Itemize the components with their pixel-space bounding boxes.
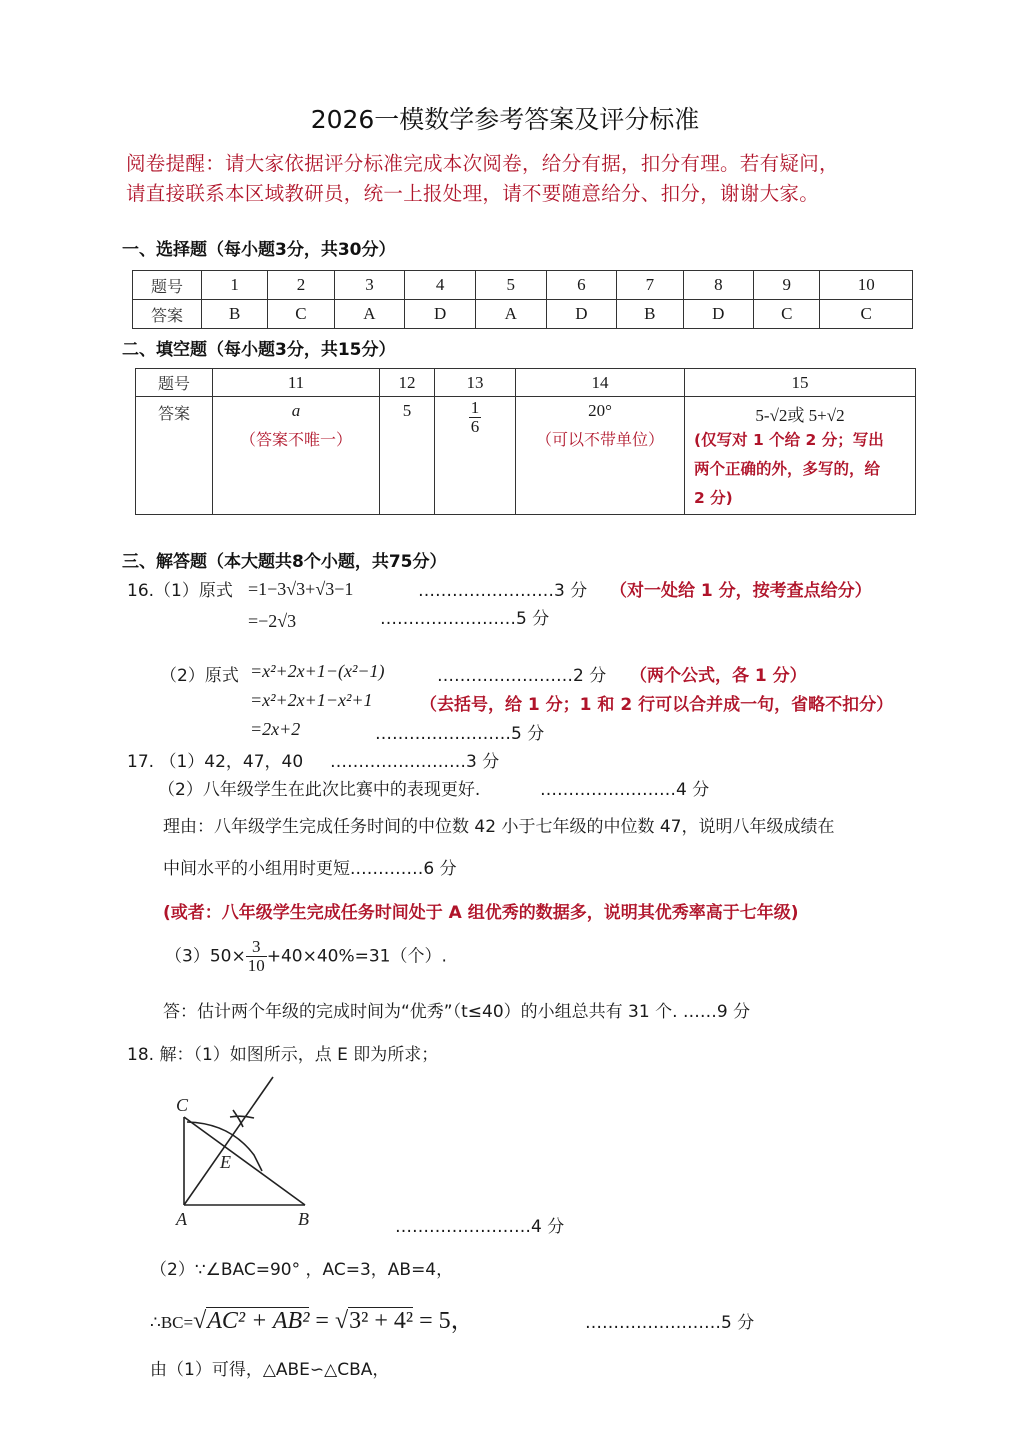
question-number: 15 — [685, 369, 916, 397]
side-bc — [184, 1117, 305, 1205]
answer-cell: C — [268, 300, 334, 329]
header-cell: 答案 — [136, 397, 213, 515]
answer-value: a — [291, 401, 301, 420]
q16-part2-line2-expr: =x²+2x+1−x²+1 — [250, 690, 373, 710]
label-a: A — [176, 1209, 187, 1229]
q16-label: 16.（1）原式 — [127, 581, 233, 601]
q16-part2-line3-score: ……………………5 分 — [375, 724, 545, 744]
section-2-heading: 二、填空题（每小题3分，共15分） — [122, 340, 396, 360]
fill-answer-table — [135, 368, 916, 515]
answer-cell: C — [820, 300, 913, 329]
answer-value: 20° — [588, 401, 612, 420]
triangle-construction-diagram — [170, 1075, 320, 1230]
q16-part2-line1-note: （两个公式，各 1 分） — [630, 666, 807, 686]
answer-cell: A — [475, 300, 546, 329]
q16-line2-expr: =−2√3 — [248, 611, 297, 631]
q18-bc-calculation: ∴BC=√AC² + AB² = √3² + 4² = 5， — [150, 1308, 475, 1334]
answer-note: (仅写对 1 个给 2 分；写出 两个正确的外，多写的，给 2 分) — [694, 431, 884, 507]
section-3-heading: 三、解答题（本大题共8个小题，共75分） — [122, 552, 447, 572]
fraction: $\frac{1}{6}$ — [470, 398, 480, 436]
question-number: 10 — [820, 271, 913, 300]
q16-part2-line1-score: ……………………2 分 — [437, 666, 607, 686]
question-number: 9 — [754, 271, 820, 300]
header-cell: 答案 — [133, 300, 202, 329]
question-number: 3 — [334, 271, 405, 300]
q17-reason-line2: 中间水平的小组用时更短.…………6 分 — [163, 859, 457, 879]
answer-cell: B — [202, 300, 268, 329]
answer-cell: D — [405, 300, 476, 329]
answer-cell: C — [754, 300, 820, 329]
q16-part2-label: （2）原式 — [160, 666, 239, 686]
answer-cell-11 — [213, 397, 380, 515]
label-e: E — [220, 1152, 231, 1172]
question-number: 14 — [516, 369, 685, 397]
q17-line1: 17. （1）42，47，40 — [127, 752, 304, 772]
q16-part2-line3-expr: =2x+2 — [250, 719, 301, 739]
header-cell: 题号 — [136, 369, 213, 397]
answer-cell: D — [683, 300, 754, 329]
answer-cell-12: 5 — [380, 397, 435, 515]
q17-line2: （2）八年级学生在此次比赛中的表现更好. — [158, 780, 481, 800]
label-b: B — [298, 1209, 309, 1229]
question-number: 8 — [683, 271, 754, 300]
answer-cell-14 — [516, 397, 685, 515]
header-cell: 题号 — [133, 271, 202, 300]
q18-part2-given: （2）∵∠BAC=90° ，AC=3，AB=4， — [150, 1260, 454, 1280]
question-number: 1 — [202, 271, 268, 300]
page-title: 2026一模数学参考答案及评分标准 — [310, 105, 700, 134]
q17-line1-score: ……………………3 分 — [330, 752, 500, 772]
answer-cell-15 — [685, 397, 916, 515]
answer-value: 5-√2或 5+√2 — [755, 406, 845, 425]
q18-part1-score: ……………………4 分 — [395, 1217, 565, 1237]
q16-line1-expr: =1−3√3+√3−1 — [248, 579, 354, 599]
answer-cell: A — [334, 300, 405, 329]
answer-note: （答案不唯一） — [239, 430, 352, 449]
q16-part2-line1-expr: =x²+2x+1−(x²−1) — [250, 661, 385, 681]
q16-line1-note: （对一处给 1 分，按考查点给分） — [610, 581, 872, 601]
question-number: 12 — [380, 369, 435, 397]
answer-cell: D — [546, 300, 617, 329]
question-number: 7 — [617, 271, 683, 300]
answer-cell-13 — [435, 397, 516, 515]
question-number: 5 — [475, 271, 546, 300]
q16-line2-score: ……………………5 分 — [380, 609, 550, 629]
label-c: C — [176, 1095, 189, 1115]
q16-line1-score: ……………………3 分 — [418, 581, 588, 601]
q17-answer: 答：估计两个年级的完成时间为“优秀”（t≤40）的小组总共有 31 个. ……9 分 — [163, 1002, 751, 1022]
question-number: 2 — [268, 271, 334, 300]
answer-cell: B — [617, 300, 683, 329]
bisector-ray — [184, 1077, 273, 1205]
notice-line-2: 请直接联系本区域教研员，统一上报处理，请不要随意给分、扣分，谢谢大家。 — [126, 182, 820, 205]
q17-reason-line1: 理由：八年级学生完成任务时间的中位数 42 小于七年级的中位数 47，说明八年级成绩在 — [163, 817, 835, 837]
answer-note: （可以不带单位） — [535, 430, 664, 449]
choice-answer-table — [132, 270, 913, 329]
question-number: 13 — [435, 369, 516, 397]
q17-line2-score: ……………………4 分 — [540, 780, 710, 800]
section-1-heading: 一、选择题（每小题3分，共30分） — [122, 240, 396, 260]
q18-part2-score: ……………………5 分 — [585, 1313, 755, 1333]
question-number: 4 — [405, 271, 476, 300]
q16-part2-line2-note: （去括号，给 1 分；1 和 2 行可以合并成一句，省略不扣分） — [420, 695, 894, 715]
q17-alternative-reason: (或者：八年级学生完成任务时间处于 A 组优秀的数据多，说明其优秀率高于七年级) — [163, 903, 799, 923]
notice-line-1: 阅卷提醒：请大家依据评分标准完成本次阅卷，给分有据，扣分有理。若有疑问， — [126, 152, 839, 175]
question-number: 11 — [213, 369, 380, 397]
question-number: 6 — [546, 271, 617, 300]
fraction: $\frac{3}{10}$ — [247, 937, 265, 975]
q17-part3: （3）50× $\frac{3}{10}$ +40×40%=31（个）. — [165, 937, 447, 975]
q18-line1: 18. 解：（1）如图所示，点 E 即为所求； — [127, 1045, 439, 1065]
q18-similarity: 由（1）可得，△ABE∽△CBA， — [150, 1360, 390, 1380]
